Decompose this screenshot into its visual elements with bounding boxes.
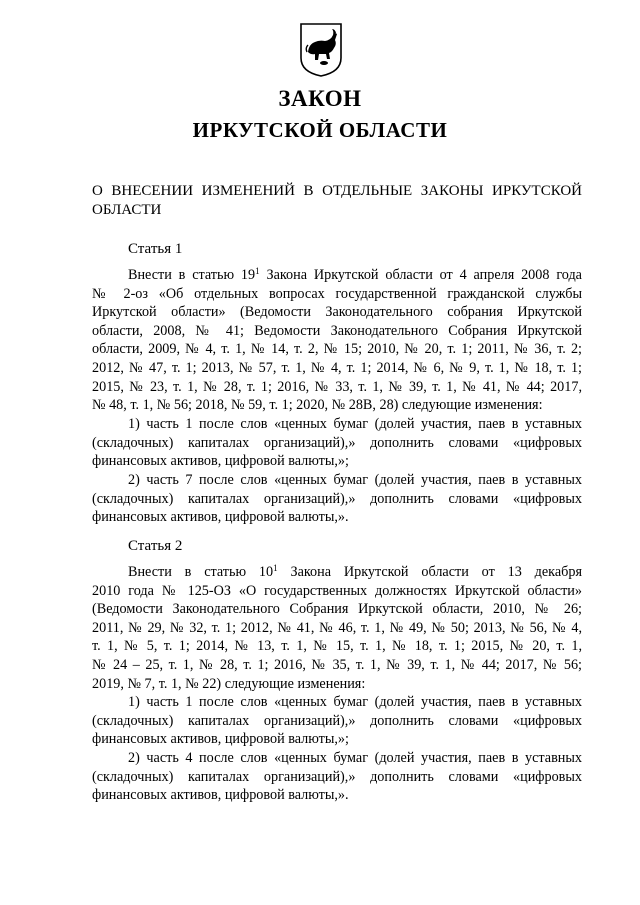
text-line: финансовых активов, цифровой валюты,»;: [92, 453, 349, 470]
text-line: финансовых активов, цифровой валюты,»;: [92, 731, 349, 748]
text-line: № 48, т. 1, № 56; 2018, № 59, т. 1; 2020, № 28В, 28) следующие изменения:: [92, 397, 543, 414]
article-1-intro: [92, 266, 582, 415]
article-1-item-1: [92, 415, 582, 471]
text-run: Закона Иркутской области от 13 декабря: [277, 564, 582, 580]
superscript: 1: [255, 266, 260, 276]
article-2-heading: Статья 2: [128, 538, 183, 554]
text-line: 2015, № 23, т. 1, № 28, т. 1; 2016, № 33, т. 1, № 39, т. 1, № 41, № 44; 2017,: [92, 378, 582, 395]
text-line: финансовых активов, цифровой валюты,».: [92, 787, 349, 804]
document-type-title: ЗАКОН: [278, 86, 362, 111]
text-run: Внести в статью 19: [128, 267, 256, 283]
superscript: 1: [273, 563, 278, 573]
text-line: № 2-оз «Об отдельных вопросах государственной гражданской службы: [92, 285, 582, 302]
article-2-intro: [92, 563, 582, 693]
article-2-item-1: [92, 693, 582, 749]
text-line: области, 2008, № 41; Ведомости Законодательного Собрания Иркутской: [92, 322, 582, 339]
text-line: 1) часть 1 после слов «ценных бумаг (долей участия, паев в уставных: [128, 416, 582, 432]
text-run: Закона Иркутской области от 4 апреля 2008 года: [259, 267, 582, 283]
text-line: 2) часть 7 после слов «ценных бумаг (долей участия, паев в уставных: [128, 472, 582, 488]
text-line: [92, 266, 582, 285]
text-line: 2019, № 7, т. 1, № 22) следующие изменения:: [92, 675, 366, 692]
text-line: 2) часть 4 после слов «ценных бумаг (долей участия, паев в уставных: [128, 750, 582, 766]
article-1-heading: Статья 1: [128, 241, 183, 257]
region-title: ИРКУТСКОЙ ОБЛАСТИ: [192, 118, 448, 142]
text-line: 2010 года № 125-ОЗ «О государственных должностях Иркутской области»: [92, 582, 582, 599]
law-subject-title: О ВНЕСЕНИИ ИЗМЕНЕНИЙ В ОТДЕЛЬНЫЕ ЗАКОНЫ ИРКУТСКОЙ ОБЛАСТИ: [92, 183, 582, 218]
text-line: (складочных) капиталах организаций),» дополнить словами «цифровых: [92, 712, 582, 729]
article-1-item-2: [92, 471, 582, 527]
text-line: Иркутской области» (Ведомости Законодательного собрания Иркутской: [92, 304, 582, 321]
text-line: 2012, № 47, т. 1; 2013, № 57, т. 1, № 4, т. 1; 2014, № 6, № 9, т. 1, № 18, т. 1;: [92, 359, 582, 376]
text-line: (складочных) капиталах организаций),» дополнить словами «цифровых: [92, 768, 582, 785]
text-line: области, 2009, № 4, т. 1, № 14, т. 2, № 15; 2010, № 20, т. 1; 2011, № 36, т. 2;: [92, 341, 582, 358]
text-line: финансовых активов, цифровой валюты,».: [92, 509, 349, 526]
text-line: (складочных) капиталах организаций),» дополнить словами «цифровых: [92, 434, 582, 451]
text-line: № 24 – 25, т. 1, № 28, т. 1; 2016, № 35, т. 1, № 39, т. 1, № 44; 2017, № 56;: [92, 656, 582, 673]
text-line: (Ведомости Законодательного Собрания Иркутской области, 2010, № 26;: [92, 601, 582, 618]
text-line: 1) часть 1 после слов «ценных бумаг (долей участия, паев в уставных: [128, 694, 582, 710]
coat-of-arms-icon: [299, 22, 343, 78]
text-line: 2011, № 29, № 32, т. 1; 2012, № 41, № 46, т. 1, № 49, № 50; 2013, № 56, № 4,: [92, 619, 582, 636]
text-line: [92, 563, 582, 582]
text-line: т. 1, № 5, т. 1; 2014, № 13, т. 1, № 15, т. 1, № 18, т. 1; 2015, № 20, т. 1,: [92, 638, 582, 655]
article-2-item-2: [92, 749, 582, 805]
text-line: (складочных) капиталах организаций),» дополнить словами «цифровых: [92, 490, 582, 507]
text-run: Внести в статью 10: [128, 564, 274, 580]
